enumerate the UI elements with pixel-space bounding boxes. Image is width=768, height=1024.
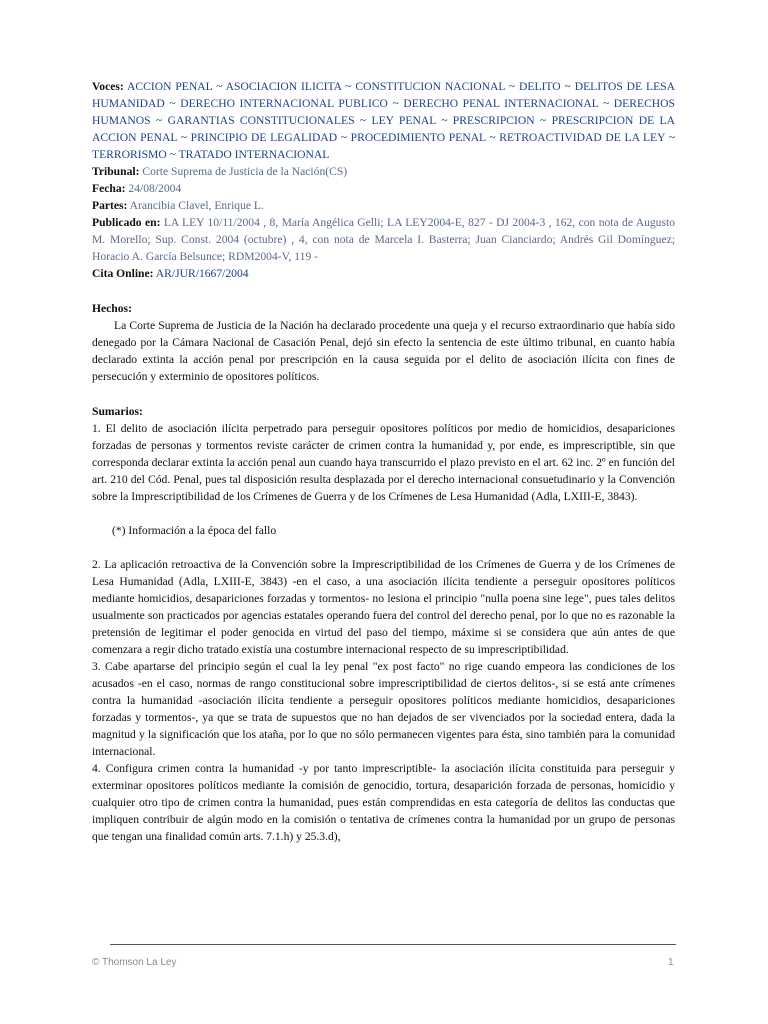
hechos-title: Hechos: (92, 302, 132, 315)
footer-divider (110, 944, 676, 945)
voces-label: Voces: (92, 80, 124, 93)
voces-block (92, 78, 675, 163)
fecha-value: 24/08/2004 (128, 182, 182, 195)
hechos-text: La Corte Suprema de Justicia de la Nación ha declarado procedente una queja y el recurso extraordinario que había sido denegado por la Cámara Nacional de Casación Penal, dejó sin efecto la sentencia de este último tribunal, en cuanto había declarado extinta la acción penal por prescripción en la causa seguida por el delito de asociación ilícita con fines de persecución y exterminio de opositores políticos. (92, 319, 675, 383)
cita-value: AR/JUR/1667/2004 (155, 267, 249, 280)
sumario-item-2: 2. La aplicación retroactiva de la Convención sobre la Imprescriptibilidad de los Crímenes de Guerra y de los Crímenes de Lesa Humanidad (Adla, LXIII-E, 3843) -en el caso, a una asociación ilícita tendiente a perseguir opositores políticos mediante homicidios, desapariciones forzadas y tormentos- no lesiona el principio "nulla poena sine lege", pues tales delitos usualmente son practicados por agencias estatales operando fuera del control del derecho penal, por lo que no es razonable la pretensión de legitimar el poder genocida en virtud del paso del tiempo, máxime si se considera que aún antes de que comenzara a regir dicho tratado existía una costumbre internacional respecto de su imprescriptibilidad. (92, 558, 675, 656)
sumario-item-1: 1. El delito de asociación ilícita perpetrado para perseguir opositores políticos por medio de homicidios, desapariciones forzadas de personas y tormentos reviste carácter de crimen contra la humanidad y, por ende, es imprescriptible, sin que corresponda declarar extinta la acción penal aun cuando haya transcurrido el plazo previsto en el art. 62 inc. 2º en función del art. 210 del Cód. Penal, pues tal disposición resulta desplazada por el derecho internacional consuetudinario y la Convención sobre la Imprescriptibilidad de los Crímenes de Guerra y de los Crímenes de Lesa Humanidad (Adla, LXIII-E, 3843). (92, 422, 675, 503)
sumario-note: (*) Información a la época del fallo (112, 524, 277, 537)
tribunal-value: Corte Suprema de Justicia de la Nación(CS) (142, 165, 348, 178)
publicado-label: Publicado en: (92, 216, 161, 229)
spacer (92, 539, 675, 556)
partes-value: Arancibia Clavel, Enrique L. (129, 199, 264, 212)
footer-copyright: © Thomson La Ley (92, 957, 177, 968)
voces-text: ACCION PENAL ~ ASOCIACION ILICITA ~ CONSTITUCION NACIONAL ~ DELITO ~ DELITOS DE LESA HUMANIDAD ~ DERECHO INTERNACIONAL PUBLICO ~ DERECHO PENAL INTERNACIONAL ~ DERECHOS HUMANOS ~ GARANTIAS CONSTITUCIONALES ~ LEY PENAL ~ PRESCRIPCION ~ PRESCRIPCION DE LA ACCION PENAL ~ PRINCIPIO DE LEGALIDAD ~ PROCEDIMIENTO PENAL ~ RETROACTIVIDAD DE LA LEY ~ TERRORISMO ~ TRATADO INTERNACIONAL (92, 80, 675, 161)
cita-row (92, 265, 675, 282)
tribunal-label: Tribunal: (92, 165, 140, 178)
sumario-item-3: 3. Cabe apartarse del principio según el cual la ley penal "ex post facto" no rige cuando empeora las condiciones de los acusados -en el caso, normas de rango constitucional sobre imprescriptibilidad de ciertos delitos-, si se está ante crímenes contra la humanidad -asociación ilícita tendiente a perseguir opositores políticos mediante homicidios, desapariciones forzadas y tormentos-, ya que se trata de supuestos que no han dejados de ser vivenciados por la sociedad entera, dada la magnitud y la significación que los ataña, por lo que no sólo permanecen vigentes para ésta, sino también para la comunidad internacional. (92, 660, 675, 758)
fecha-label: Fecha: (92, 182, 126, 195)
partes-label: Partes: (92, 199, 128, 212)
page-number: 1 (668, 957, 674, 968)
sumarios-title: Sumarios: (92, 405, 143, 418)
sumario-item-4: 4. Configura crimen contra la humanidad -y por tanto imprescriptible- la asociación ilícita constituida para perseguir y exterminar opositores políticos mediante la comisión de genocidio, tortura, desaparición forzada de personas, homicidio y cualquier otro tipo de crimen contra la humanidad, pues están comprendidas en esta categoría de delitos las conductas que impliquen contribuir de algún modo en la comisión o tentativa de crímenes contra la humanidad por un grupo de personas que tengan una finalidad común arts. 7.1.h) y 25.3.d), (92, 762, 675, 843)
cita-label: Cita Online: (92, 267, 154, 280)
tribunal-row (92, 163, 675, 180)
document-page (92, 78, 675, 845)
publicado-row (92, 214, 675, 265)
partes-row (92, 197, 675, 214)
publicado-value: LA LEY 10/11/2004 , 8, María Angélica Gelli; LA LEY2004-E, 827 - DJ 2004-3 , 162, con nota de Augusto M. Morello; Sup. Const. 2004 (octubre) , 4, con nota de Marcela I. Basterra; Juan Cianciardo; Andrés Gil Domínguez; Horacio A. García Belsunce; RDM2004-V, 119 - (92, 216, 675, 263)
fecha-row (92, 180, 675, 197)
